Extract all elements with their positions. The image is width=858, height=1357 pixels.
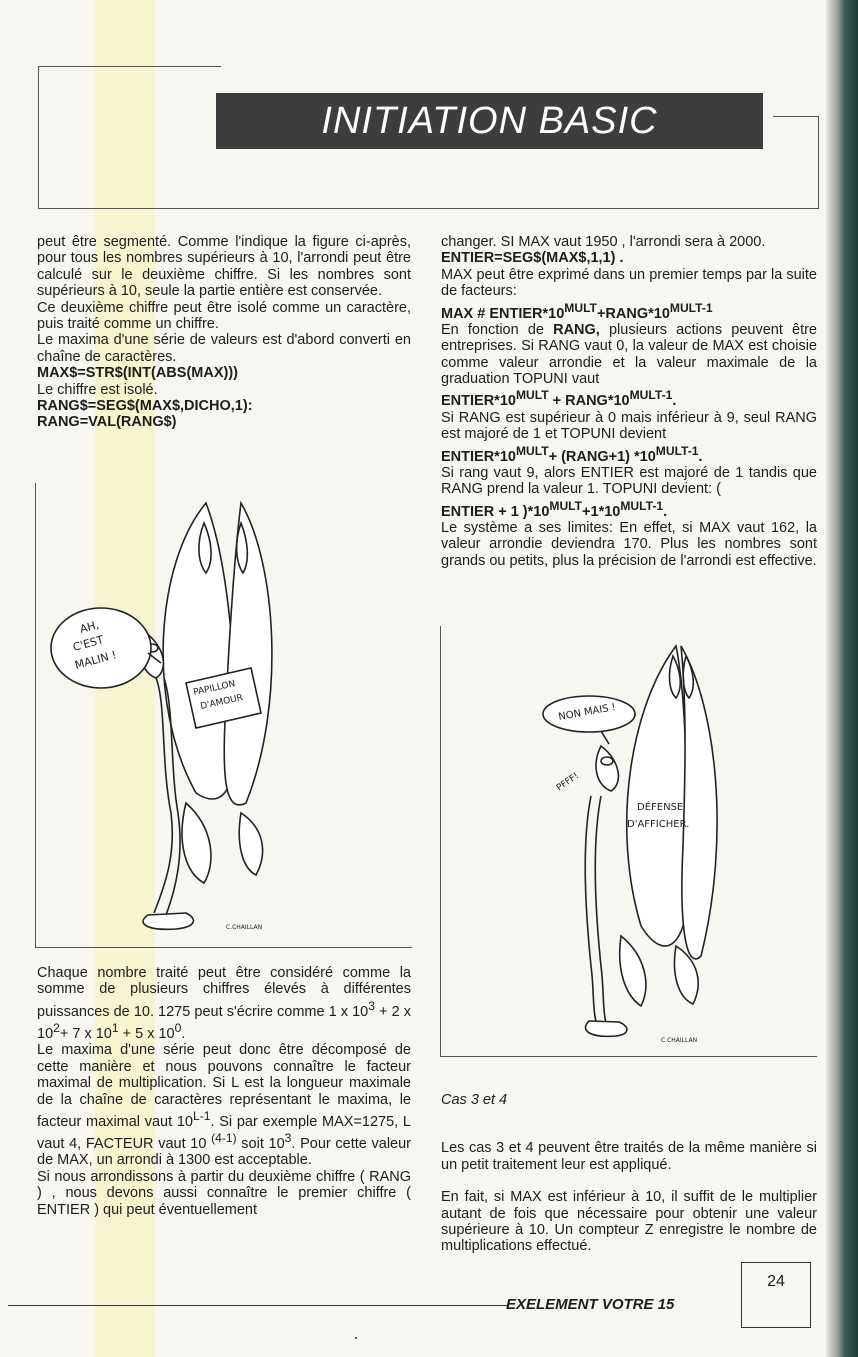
section-heading: Cas 3 et 4: [441, 1092, 508, 1108]
formula: $ENTIER*10^{MULT}+$ (RANG+1) $*10^{MULT-1}$.: [441, 443, 703, 465]
code-line: RANG$=SEG$(MAX$,DICHO,1):: [37, 398, 253, 415]
cartoon-drawing: [36, 483, 412, 947]
sign-text: D'AMOUR: [199, 693, 244, 712]
formula: ENTIER + 1 )$*10^{MULT}+1*10^{MULT-1}$.: [441, 498, 668, 520]
paragraph: Le chiffre est isolé.: [37, 381, 158, 398]
paragraph: MAX peut être exprimé dans un premier temps par la suite de facteurs:: [441, 266, 817, 300]
right-column-bottom: [441, 1092, 817, 1255]
speech-text: NON MAIS !: [557, 702, 617, 723]
speech-text: MALIN !: [73, 648, 118, 672]
magazine-name: EXELEMENT VOTRE 15: [506, 1296, 675, 1313]
exclaim-text: PFFF!: [554, 771, 581, 794]
page-title: INITIATION BASIC: [216, 93, 763, 149]
paragraph: Si rang vaut 9, alors ENTIER est majoré de 1 tandis que RANG prend la valeur 1. TOPUNI devient: (: [441, 464, 817, 498]
sign-text: DÉFENSE: [637, 802, 684, 813]
signature: C.CHAILLAN: [226, 924, 263, 931]
code-line: MAX$=STR$(INT(ABS(MAX))): [37, 365, 238, 382]
sign-text: PAPILLON: [192, 679, 237, 698]
paragraph: changer. SI MAX vaut 1950 , l'arrondi sera à 2000.: [441, 234, 766, 250]
paragraph: Si RANG est supérieur à 0 mais inférieur à 9, seul RANG est majoré de 1 et TOPUNI devient: [441, 409, 817, 443]
formula: MAX # $ENTIER*10^{MULT}+RANG*10^{MULT-1}$: [441, 300, 713, 322]
cartoon-figure-right: [440, 626, 817, 1057]
paragraph: Ce deuxième chiffre peut être isolé comme un caractère, puis traité comme un chiffre.: [37, 299, 411, 333]
formula: $ENTIER*10^{MULT}$ + $RANG*10^{MULT-1}$.: [441, 388, 677, 410]
cartoon-figure-left: [35, 483, 412, 948]
page-speck: [355, 1337, 357, 1339]
code-line: ENTIER=SEG$(MAX$,1,1) .: [441, 250, 624, 267]
speech-text: C'EST: [71, 633, 106, 654]
paragraph: Le maxima d'une série peut donc être décomposé de cette manière et nous pouvons connaître le facteur maximal de multiplication. Si L est la longueur maximale de la chaîne de caractères représentant le maxima, le facteur maximal vaut $10^{L-1}$. Si par exemple MAX=1275, L vaut 4, FACTEUR vaut 10 $^{(4-1)}$ soit $10^3$. Pour cette valeur de MAX, un arrondi à 1300 est acceptable.: [37, 1042, 411, 1169]
paragraph: Le système a ses limites: En effet, si MAX vaut 162, la valeur arrondie deviendra 170. Plus les nombres sont grands ou petits, plus la précision de l'arrondi est effective.: [441, 519, 817, 569]
sign-text: D'AFFICHER.: [627, 819, 690, 830]
paragraph: Les cas 3 et 4 peuvent être traités de la même manière si un petit traitement leur est appliqué.: [441, 1140, 817, 1173]
paragraph: En fonction de RANG, plusieurs actions peuvent être entreprises. Si RANG vaut 0, la valeur de MAX est choisie comme valeur arrondie et la valeur maximale de la graduation TOPUNI vaut: [441, 321, 817, 388]
footer-rule: [8, 1305, 508, 1306]
paragraph: peut être segmenté. Comme l'indique la figure ci-après, pour tous les nombres supérieurs à 10, l'arrondi peut être calculé sur le deuxième chiffre. Si les nombres sont supérieurs à 10, seule la partie entière est conservée.: [37, 234, 411, 300]
paragraph: En fait, si MAX est inférieur à 10, il suffit de le multiplier autant de fois que nécessaire pour obtenir une valeur supérieure à 10. Un compteur Z enregistre le nombre de multiplications effectué.: [441, 1189, 817, 1255]
left-column-top: [37, 234, 411, 431]
paragraph: Le maxima d'une série de valeurs est d'abord converti en chaîne de caractères.: [37, 332, 411, 365]
cartoon-drawing: [441, 626, 817, 1056]
right-column-top: [441, 234, 817, 569]
signature: C.CHAILLAN: [661, 1037, 698, 1044]
left-column-bottom: [37, 965, 411, 1218]
page-number: 24: [741, 1262, 811, 1328]
code-line: RANG=VAL(RANG$): [37, 414, 177, 431]
binding-edge: [826, 0, 858, 1357]
paragraph: Chaque nombre traité peut être considéré comme la somme de plusieurs chiffres élevés à différentes puissances de 10. 1275 peut s'écrire comme 1 x $10^3 + 2$ x $10^2+ 7$ x $10^1 + 5$ x $10^0$.: [37, 965, 411, 1042]
speech-text: AH,: [78, 618, 101, 636]
paragraph: Si nous arrondissons à partir du deuxième chiffre ( RANG ) , nous devons aussi connaître le premier chiffre ( ENTIER ) qui peut éventuellement: [37, 1168, 411, 1218]
